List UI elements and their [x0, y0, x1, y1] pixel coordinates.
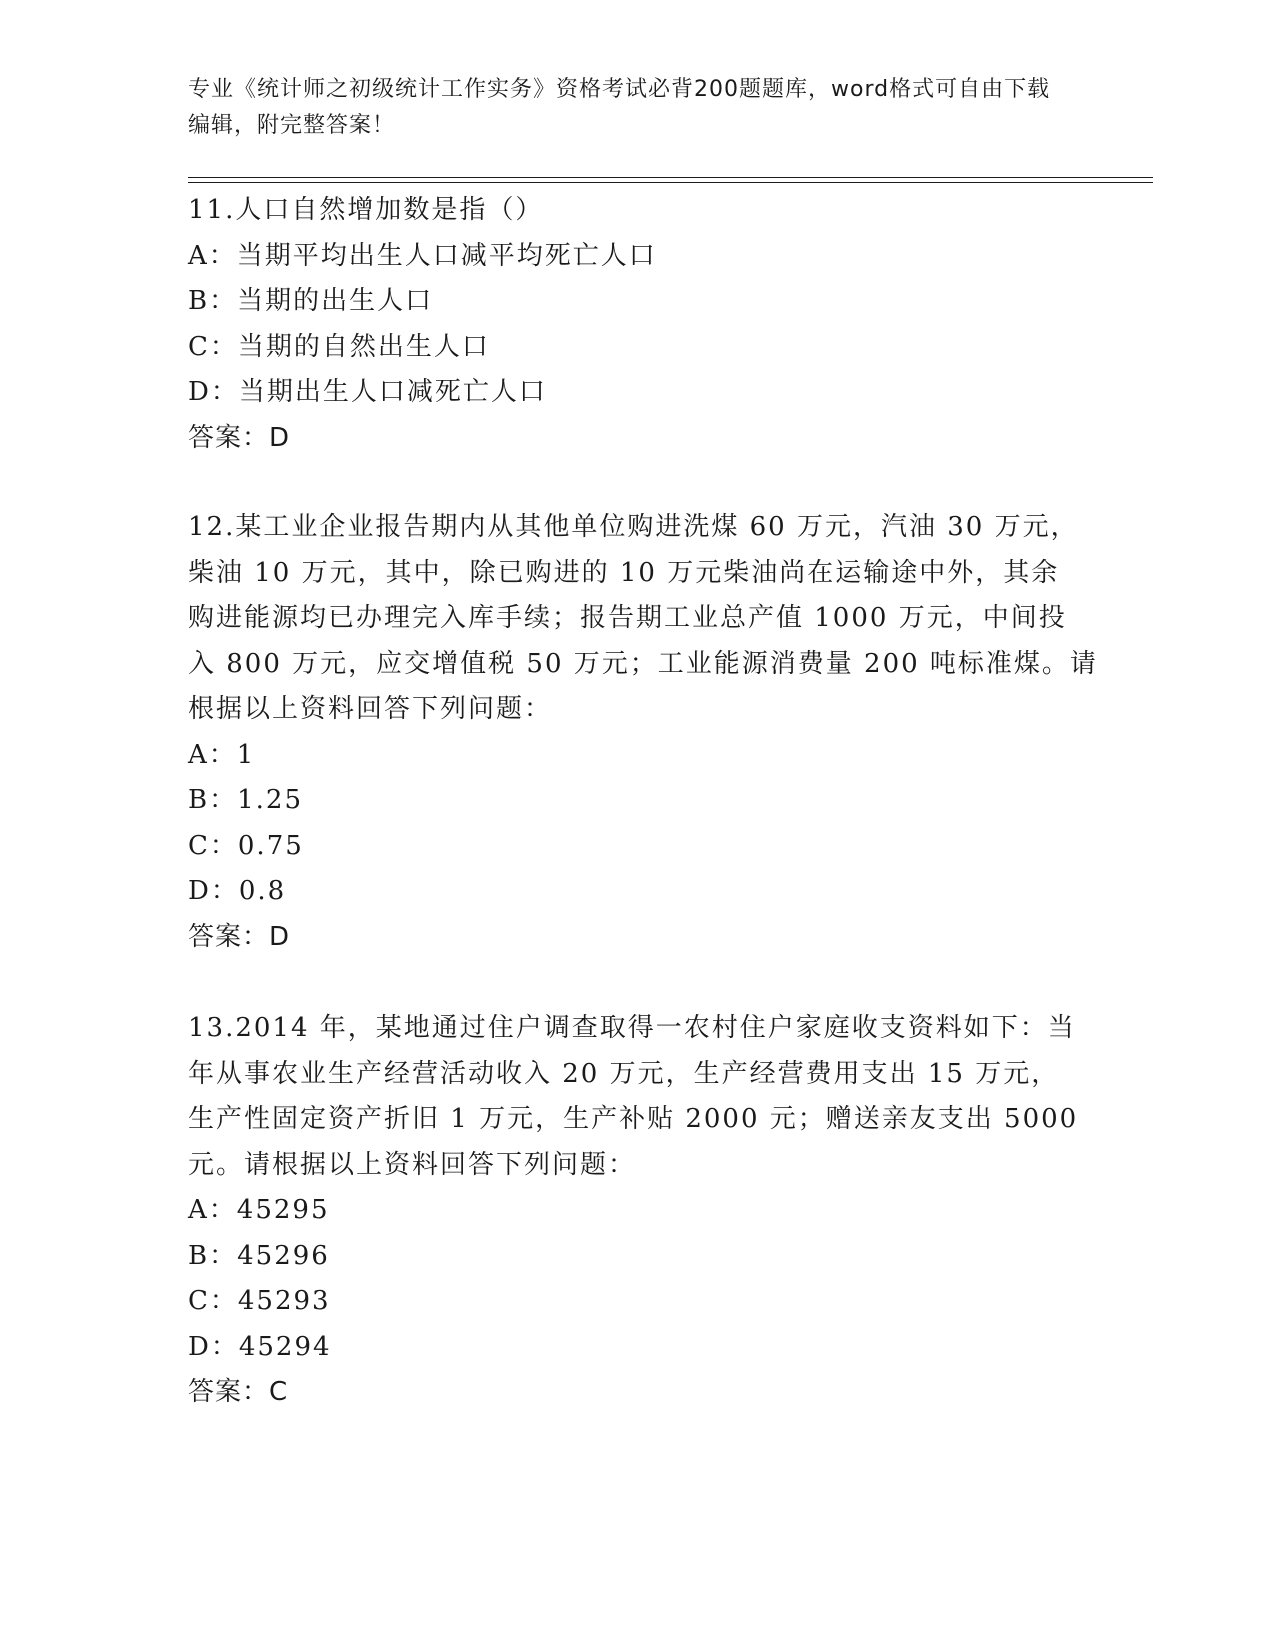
header-divider-top: [188, 177, 1153, 178]
option-d: D：45294: [188, 1331, 332, 1362]
option-c: C：当期的自然出生人口: [188, 331, 490, 362]
option-a: A：当期平均出生人口减平均死亡人口: [188, 240, 657, 271]
option-d: D：当期出生人口减死亡人口: [188, 377, 547, 407]
question-stem-line: 年从事农业生产经营活动收入 20 万元，生产经营费用支出 15 万元，: [188, 1058, 1060, 1089]
question-13: [188, 1006, 1078, 1416]
question-stem-line: 元。请根据以上资料回答下列问题：: [188, 1149, 637, 1180]
option-c: C：45293: [188, 1286, 331, 1316]
question-stem-line: 11.人口自然增加数是指（）: [188, 195, 544, 225]
option-a: A：1: [188, 739, 256, 770]
question-11: [188, 188, 1078, 461]
option-c: C：0.75: [188, 830, 304, 861]
answer: 答案：D: [188, 921, 291, 952]
document-header: 专业《统计师之初级统计工作实务》资格考试必背200题题库，word格式可自由下载编辑，附完整答案！: [188, 77, 1051, 138]
question-stem-line: 根据以上资料回答下列问题：: [188, 694, 553, 724]
answer: 答案：C: [188, 1377, 289, 1407]
question-stem-line: 13.2014 年，某地通过住户调查取得一农村住户家庭收支资料如下：当: [188, 1013, 1076, 1043]
header-divider-bottom: [188, 182, 1153, 183]
question-12: [188, 505, 1098, 960]
option-a: A：45295: [188, 1195, 330, 1225]
question-stem-line: 12.某工业企业报告期内从其他单位购进洗煤 60 万元，汽油 30 万元，: [188, 512, 1079, 542]
question-stem-line: 生产性固定资产折旧 1 万元，生产补贴 2000 元；赠送亲友支出 5000: [188, 1104, 1079, 1134]
question-stem-line: 柴油 10 万元，其中，除已购进的 10 万元柴油尚在运输途中外，其余: [188, 557, 1060, 588]
option-d: D：0.8: [188, 876, 287, 906]
answer: 答案：D: [188, 422, 291, 453]
option-b: B：当期的出生人口: [188, 286, 434, 316]
option-b: B：1.25: [188, 785, 303, 815]
question-stem-line: 购进能源均已办理完入库手续；报告期工业总产值 1000 万元，中间投: [188, 603, 1067, 633]
question-stem-line: 入 800 万元，应交增值税 50 万元；工业能源消费量 200 吨标准煤。请: [188, 648, 1098, 679]
option-b: B：45296: [188, 1240, 330, 1271]
